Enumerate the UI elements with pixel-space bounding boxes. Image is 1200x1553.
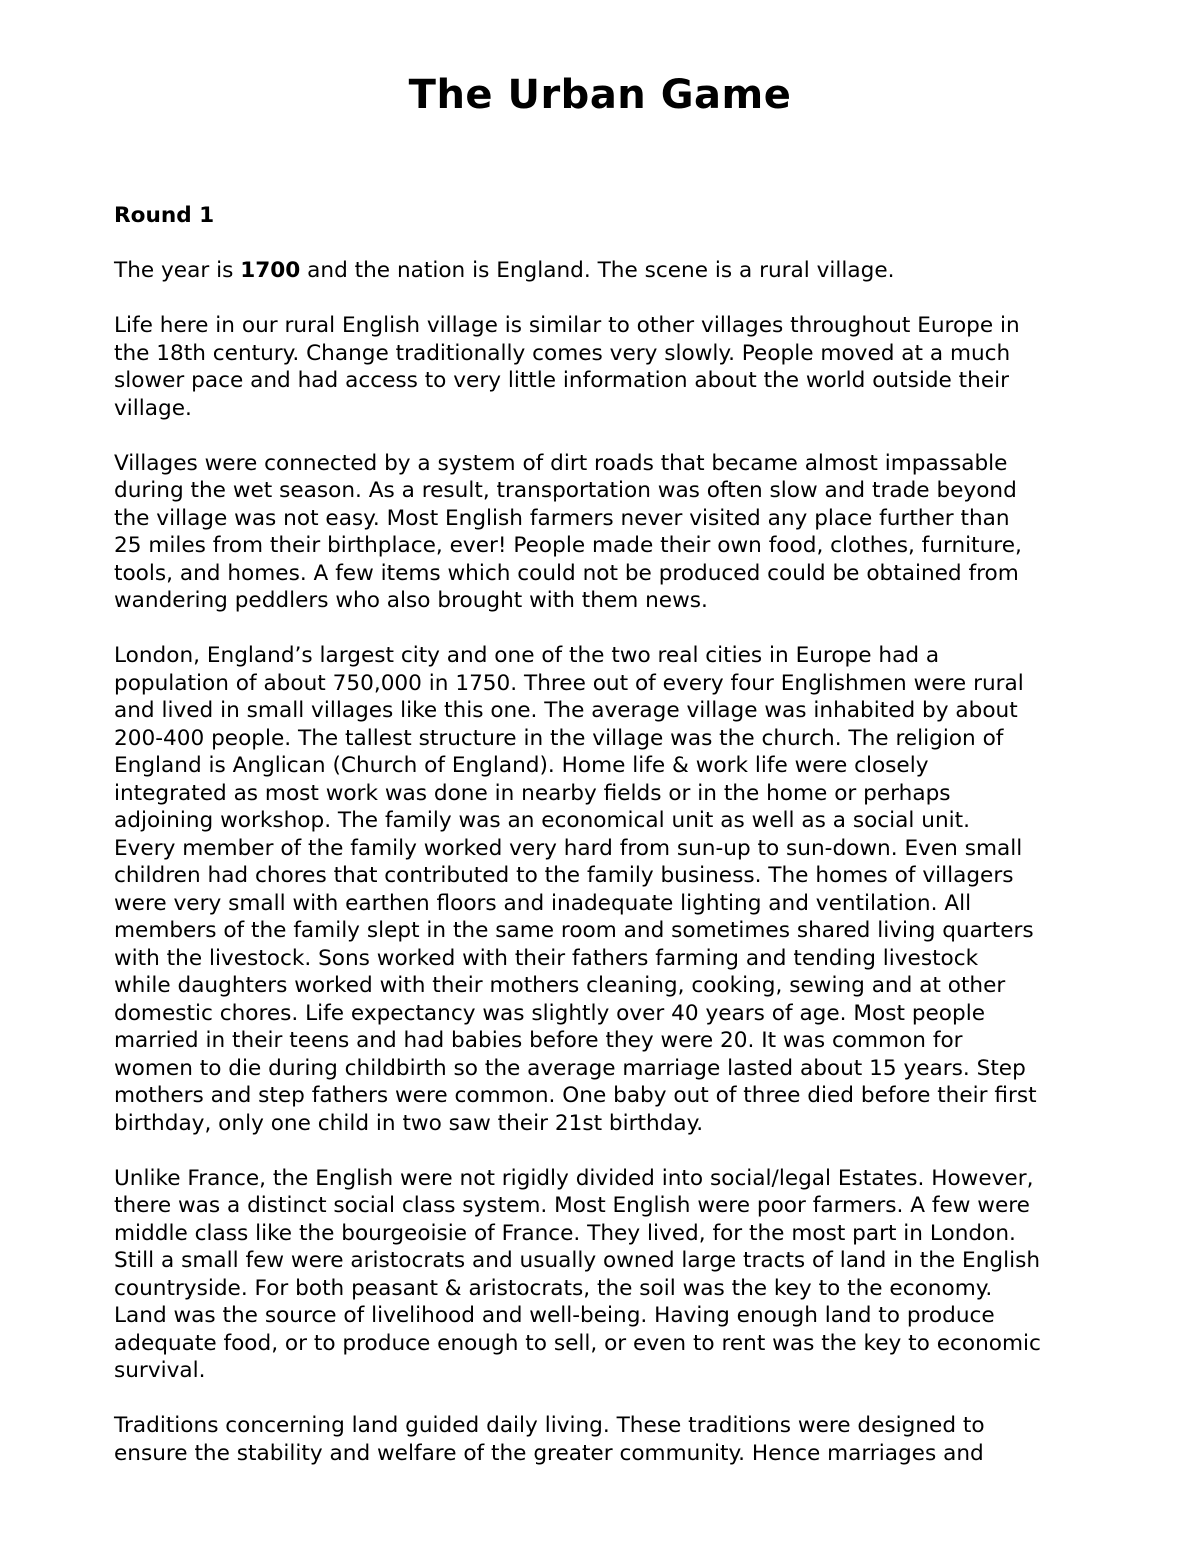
text-line: members of the family slept in the same room and sometimes shared living quarters [114, 918, 1034, 943]
paragraph-london [114, 642, 1144, 1137]
text-line: countryside. For both peasant & aristocrats, the soil was the key to the economy. [114, 1275, 993, 1301]
text-line: domestic chores. Life expectancy was slightly over 40 years of age. Most people [114, 1000, 986, 1026]
text-line: Traditions concerning land guided daily living. These traditions were designed to [114, 1413, 985, 1438]
paragraph-traditions [114, 1412, 1144, 1467]
text-line: survival. [114, 1358, 206, 1383]
text-line: mothers and step fathers were common. One baby out of three died before their first [114, 1083, 1037, 1108]
text-line: wandering peddlers who also brought with them news. [114, 588, 708, 613]
text-line: village. [114, 395, 192, 421]
text-line: while daughters worked with their mothers cleaning, cooking, sewing and at other [114, 973, 1006, 998]
text-line: the village was not easy. Most English farmers never visited any place further than [114, 505, 1010, 531]
text-line: ensure the stability and welfare of the greater community. Hence marriages and [114, 1440, 984, 1466]
text-line: there was a distinct social class system. Most English were poor farmers. A few were [114, 1193, 1030, 1218]
text-line: integrated as most work was done in nearby fields or in the home or perhaps [114, 780, 951, 806]
intro-paragraph [114, 257, 1144, 285]
text-line: 25 miles from their birthplace, ever! People made their own food, clothes, furniture, [114, 533, 1022, 558]
intro-before: The year is [114, 258, 241, 283]
page-title: The Urban Game [408, 72, 792, 118]
text-line: were very small with earthen floors and inadequate lighting and ventilation. All [114, 890, 972, 916]
intro-after: and the nation is England. The scene is a rural village. [300, 258, 895, 283]
text-line: Life here in our rural English village is similar to other villages throughout Europe in [114, 313, 1020, 338]
intro-year: 1700 [240, 258, 301, 283]
text-line: the 18th century. Change traditionally comes very slowly. People moved at a much [114, 340, 1011, 366]
text-line: middle class like the bourgeoisie of France. They lived, for the most part in London. [114, 1220, 1016, 1246]
text-line: Unlike France, the English were not rigidly divided into social/legal Estates. However, [114, 1165, 1034, 1191]
paragraph-roads [114, 450, 1144, 615]
paragraph-social-class [114, 1165, 1144, 1385]
text-line: London, England’s largest city and one of the two real cities in Europe had a [114, 643, 940, 668]
round-heading: Round 1 [114, 203, 215, 228]
text-line: Every member of the family worked very hard from sun-up to sun-down. Even small [114, 835, 1023, 861]
text-line: slower pace and had access to very little information about the world outside their [114, 368, 1009, 393]
text-line: and lived in small villages like this one. The average village was inhabited by about [114, 698, 1018, 723]
text-line: during the wet season. As a result, transportation was often slow and trade beyond [114, 478, 1017, 503]
text-line: children had chores that contributed to the family business. The homes of villagers [114, 863, 1014, 888]
text-line: Still a small few were aristocrats and usually owned large tracts of land in the English [114, 1248, 1041, 1273]
text-line: married in their teens and had babies before they were 20. It was common for [114, 1028, 963, 1053]
paragraph-village-life [114, 312, 1144, 422]
text-line: women to die during childbirth so the average marriage lasted about 15 years. Step [114, 1055, 1026, 1081]
text-line: adjoining workshop. The family was an economical unit as well as a social unit. [114, 808, 970, 833]
text-line: England is Anglican (Church of England). Home life & work life were closely [114, 753, 929, 778]
text-line: 200-400 people. The tallest structure in the village was the church. The religion of [114, 725, 1004, 751]
text-line: with the livestock. Sons worked with their fathers farming and tending livestock [114, 945, 979, 971]
document-body [114, 202, 1144, 1495]
text-line: population of about 750,000 in 1750. Three out of every four Englishmen were rural [114, 670, 1024, 696]
text-line: Land was the source of livelihood and well-being. Having enough land to produce [114, 1303, 995, 1328]
text-line: Villages were connected by a system of dirt roads that became almost impassable [114, 450, 1008, 476]
text-line: birthday, only one child in two saw their 21st birthday. [114, 1110, 704, 1136]
text-line: tools, and homes. A few items which could not be produced could be obtained from [114, 560, 1019, 586]
text-line: adequate food, or to produce enough to sell, or even to rent was the key to economic [114, 1330, 1041, 1356]
